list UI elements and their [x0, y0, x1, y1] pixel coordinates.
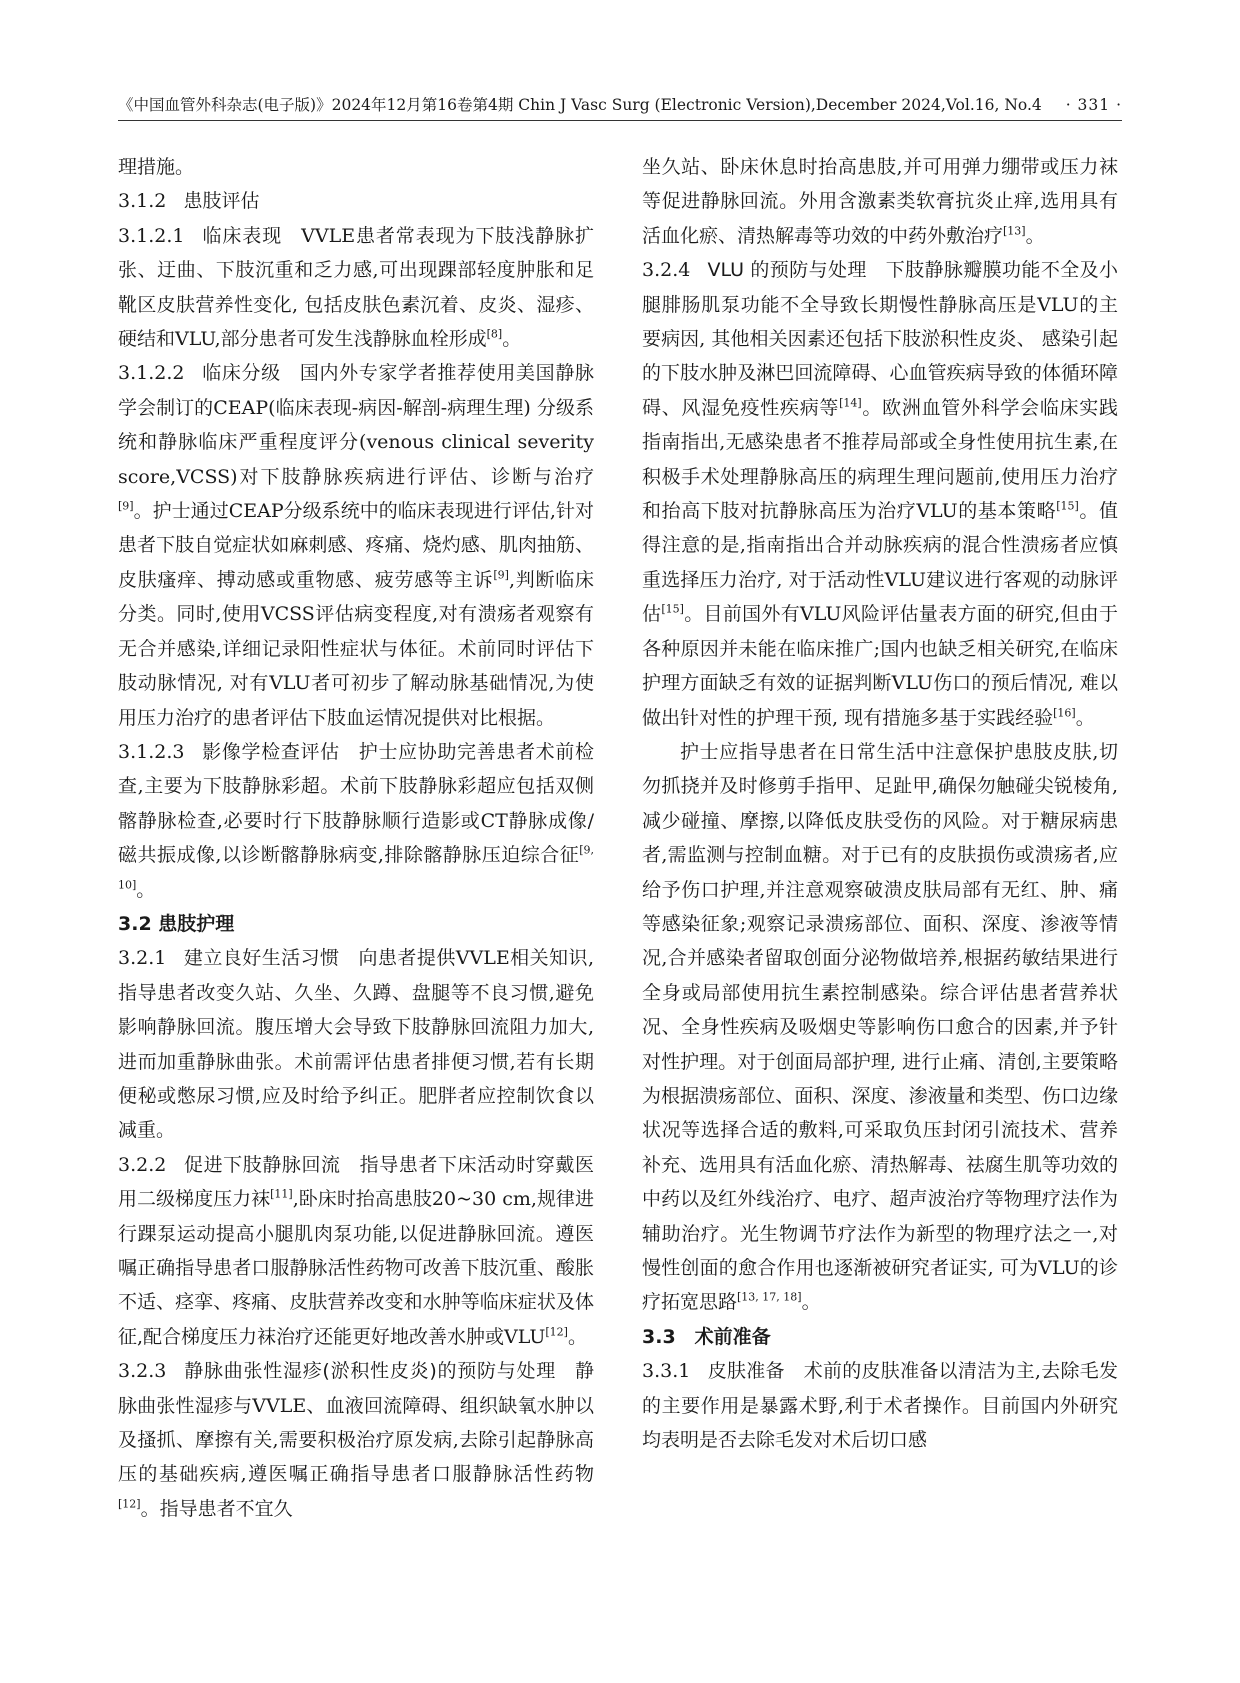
section-3-3-heading: 3.3 术前准备: [642, 1325, 771, 1348]
paragraph-continuation: 理措施。: [118, 156, 195, 178]
paragraph-skin-care: 护士应指导患者在日常生活中注意保护患肢皮肤,切勿抓挠并及时修剪手指甲、足趾甲,确保勿触碰尖锐棱角,减少碰撞、摩擦,以降低皮肤受伤的风险。对于糖尿病患者,需监测与控制血糖。对于已有的皮肤损伤或溃疡者,应给予伤口护理,并注意观察破溃皮肤局部有无红、肿、痛等感染征象;观察记录溃疡部位、面积、深度、渗液等情况,合并感染者留取创面分泌物做培养,根据药敏结果进行全身或局部使用抗生素控制感染。综合评估患者营养状况、全身性疾病及吸烟史等影响伤口愈合的因素,并予针对性护理。对于创面局部护理, 进行止痛、清创,主要策略为根据溃疡部位、面积、深度、渗液量和类型、伤口边缘状况等选择合适的敷料,可采取负压封闭引流技术、营养补充、选用具有活血化瘀、清热解毒、祛腐生肌等功效的中药以及红外线治疗、电疗、超声波治疗等物理疗法作为辅助治疗。光生物调节疗法作为新型的物理疗法之一,对慢性创面的愈合作用也逐渐被研究者证实, 可为VLU的诊疗拓宽思路[13, 17, 18]。: [642, 740, 1118, 1314]
citation-ref: [8]: [486, 327, 503, 341]
citation-ref: [13]: [1003, 224, 1026, 238]
citation-ref: [9]: [493, 568, 509, 582]
section-3-1-2-2: 3.1.2.2 临床分级 国内外专家学者推荐使用美国静脉学会制订的CEAP(临床表现-病因-解剖-病理生理) 分级系统和静脉临床严重程度评分(venous clinical severity score,VCSS)对下肢静脉疾病进行评估、诊断与治疗[9]。护士通过CEAP分级系统中的临床表现进行评估,针对患者下肢自觉症状如麻刺感、疼痛、烧灼感、肌肉抽筋、皮肤瘙痒、搏动感或重物感、疲劳感等主诉[9],判断临床分类。同时,使用VCSS评估病变程度,对有溃疡者观察有无合并感染,详细记录阳性症状与体征。术前同时评估下肢动脉情况, 对有VLU者可初步了解动脉基础情况,为使用压力治疗的患者评估下肢血运情况提供对比根据。: [118, 362, 594, 729]
citation-ref: [15]: [661, 602, 684, 616]
section-3-3-1: 3.3.1 皮肤准备 术前的皮肤准备以清洁为主,去除毛发的主要作用是暴露术野,利于术者操作。目前国内外研究均表明是否去除毛发对术后切口感: [642, 1360, 1118, 1452]
section-3-1-2-3: 3.1.2.3 影像学检查评估 护士应协助完善患者术前检查,主要为下肢静脉彩超。术前下肢静脉彩超应包括双侧髂静脉检查,必要时行下肢静脉顺行造影或CT静脉成像/磁共振成像,以诊断髂静脉病变,排除髂静脉压迫综合征[9, 10]。: [118, 740, 594, 901]
section-3-2-1: 3.2.1 建立良好生活习惯 向患者提供VVLE相关知识,指导患者改变久站、久坐、久蹲、盘腿等不良习惯,避免影响静脉回流。腹压增大会导致下肢静脉回流阻力加大,进而加重静脉曲张。术前需评估患者排便习惯,若有长期便秘或憋尿习惯,应及时给予纠正。肥胖者应控制饮食以减重。: [118, 947, 594, 1142]
section-3-1-2-1: 3.1.2.1 临床表现 VVLE患者常表现为下肢浅静脉扩张、迂曲、下肢沉重和乏力感,可出现踝部轻度肿胀和足靴区皮肤营养性变化, 包括皮肤色素沉着、皮炎、湿疹、硬结和VLU,部分患者可发生浅静脉血栓形成[8]。: [118, 224, 594, 351]
right-column: [642, 150, 1118, 1457]
citation-ref: [11]: [270, 1187, 293, 1201]
citation-ref: [15]: [1056, 499, 1079, 513]
citation-ref: [9]: [118, 499, 134, 513]
left-column: [118, 150, 594, 1526]
section-3-2-2: 3.2.2 促进下肢静脉回流 指导患者下床活动时穿戴医用二级梯度压力袜[11],卧床时抬高患肢20~30 cm,规律进行踝泵运动提高小腿肌肉泵功能,以促进静脉回流。遵医嘱正确指导患者口服静脉活性药物可改善下肢沉重、酸胀不适、痉挛、疼痛、皮肤营养改变和水肿等临床症状及体征,配合梯度压力袜治疗还能更好地改善水肿或VLU[12]。: [118, 1153, 594, 1348]
citation-ref: [12]: [118, 1497, 141, 1511]
citation-ref: [13, 17, 18]: [737, 1291, 802, 1305]
section-3-2-3: 3.2.3 静脉曲张性湿疹(淤积性皮炎)的预防与处理 静脉曲张性湿疹与VVLE、血液回流障碍、组织缺氧水肿以及搔抓、摩擦有关,需要积极治疗原发病,去除引起静脉高压的基础疾病,遵医嘱正确指导患者口服静脉活性药物[12]。指导患者不宜久: [118, 1360, 594, 1520]
citation-ref: [12]: [545, 1325, 568, 1339]
page-number: · 331 ·: [1065, 96, 1122, 114]
citation-ref: [14]: [839, 396, 862, 410]
section-3-2-4: 3.2.4 VLU 的预防与处理 下肢静脉瓣膜功能不全及小腿腓肠肌泵功能不全导致长期慢性静脉高压是VLU的主要病因, 其他相关因素还包括下肢淤积性皮炎、 感染引起的下肢水肿及淋巴回流障碍、心血管疾病导致的体循环障碍、风湿免疫性疾病等[14]。欧洲血管外科学会临床实践指南指出,无感染患者不推荐局部或全身性使用抗生素,在积极手术处理静脉高压的病理生理问题前,使用压力治疗和抬高下肢对抗静脉高压为治疗VLU的基本策略[15]。值得注意的是,指南指出合并动脉疾病的混合性溃疡者应慎重选择压力治疗, 对于活动性VLU建议进行客观的动脉评估[15]。目前国外有VLU风险评估量表方面的研究,但由于各种原因并未能在临床推广;国内也缺乏相关研究,在临床护理方面缺乏有效的证据判断VLU伤口的预后情况, 难以做出针对性的护理干预, 现有措施多基于实践经验[16]。: [642, 259, 1118, 729]
citation-ref: [9, 10]: [118, 843, 594, 892]
citation-ref: [16]: [1053, 706, 1076, 720]
journal-citation: 《中国血管外科杂志(电子版)》2024年12月第16卷第4期 Chin J Vasc Surg (Electronic Version),December 2024,Vol.16, No.4: [118, 96, 1042, 114]
running-head: [118, 94, 1122, 121]
section-3-2-heading: 3.2 患肢护理: [118, 912, 235, 935]
paragraph-continuation: 坐久站、卧床休息时抬高患肢,并可用弹力绷带或压力袜等促进静脉回流。外用含激素类软膏抗炎止痒,选用具有活血化瘀、清热解毒等功效的中药外敷治疗[13]。: [642, 156, 1118, 247]
section-3-1-2-heading: 3.1.2 患肢评估: [118, 190, 260, 213]
